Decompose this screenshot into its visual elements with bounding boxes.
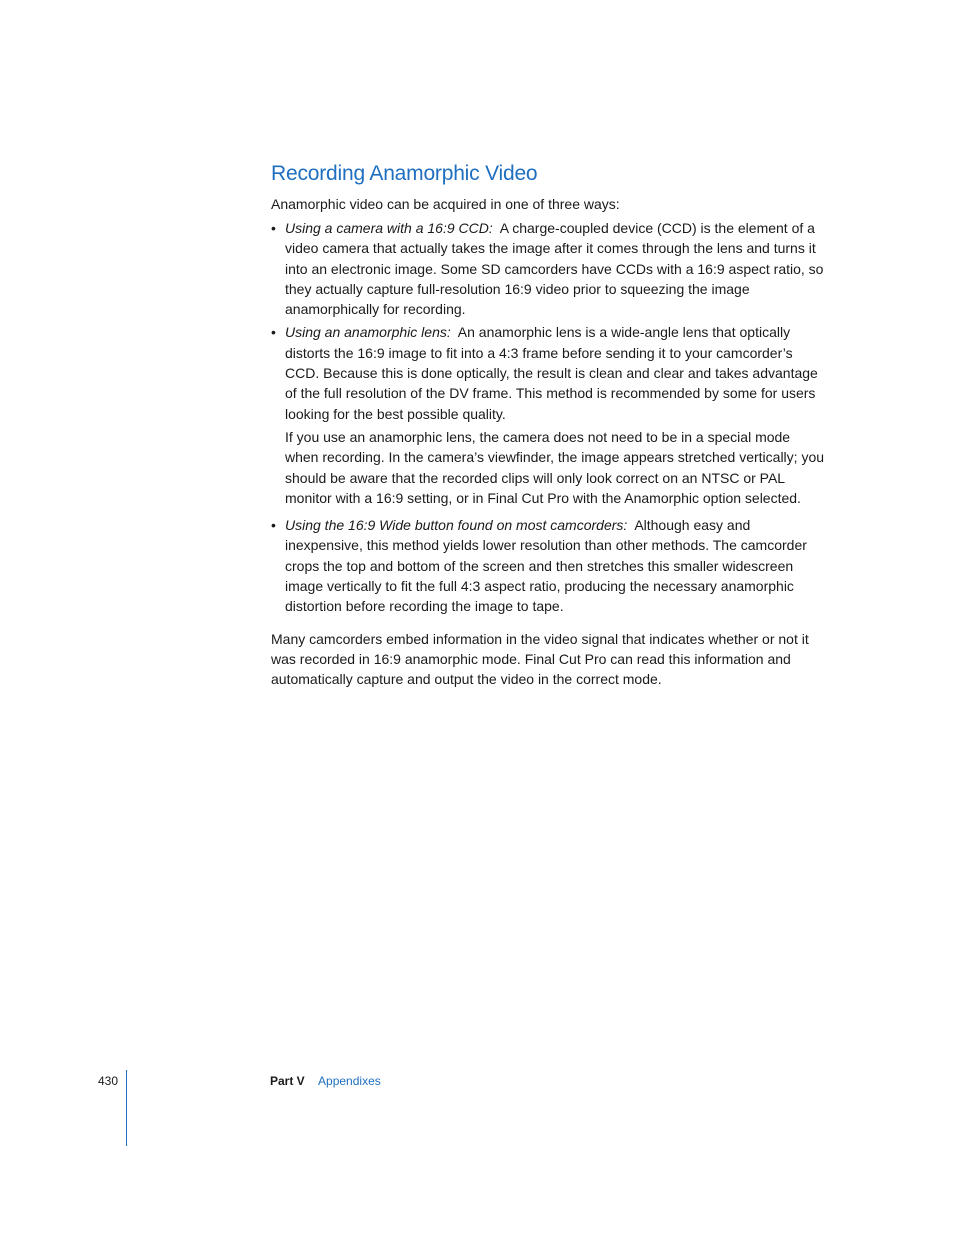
intro-paragraph: Anamorphic video can be acquired in one of three ways: <box>271 196 620 212</box>
footer-divider <box>126 1070 127 1146</box>
list-item <box>271 515 827 616</box>
section-heading: Recording Anamorphic Video <box>271 162 538 185</box>
method-list <box>271 218 827 617</box>
list-item-lead: Using the 16:9 Wide button found on most camcorders: <box>285 517 628 534</box>
list-item-lead: Using an anamorphic lens: <box>285 324 451 341</box>
list-item-text: A charge-coupled device (CCD) is the element of a video camera that actually takes the image after it comes through the lens and turns it into an electronic image. Some SD camcorders have CCDs with a 16:9 aspect ratio, so they actually capture full-resolution 16:9 video prior to squeezing the image anamorphically for recording. <box>285 220 824 318</box>
bullet-icon: • <box>271 517 276 534</box>
bullet-icon: • <box>271 324 276 341</box>
list-item <box>271 322 827 508</box>
list-item-text: An anamorphic lens is a wide-angle lens that optically distorts the 16:9 image to fit into a 4:3 frame before sending it to your camcorder’s CCD. Because this is done optically, the result is clean and clear and takes advantage of the full resolution of the DV frame. This method is recommended by some for users looking for the best possible quality. <box>285 324 818 422</box>
list-item-lead: Using a camera with a 16:9 CCD: <box>285 220 493 236</box>
closing-paragraph: Many camcorders embed information in the video signal that indicates whether or not it was recorded in 16:9 anamorphic mode. Final Cut Pro can read this information and automatically capture and output the video in the correct mode. <box>271 630 809 688</box>
footer-part-label: Part V <box>270 1074 305 1088</box>
bullet-icon: • <box>271 220 276 236</box>
list-item-text: Although easy and inexpensive, this method yields lower resolution than other methods. The camcorder crops the top and bottom of the screen and then stretches this smaller widescreen image vertically to fit the full 4:3 aspect ratio, producing the necessary anamorphic distortion before recording the image to tape. <box>285 517 807 615</box>
footer-breadcrumb <box>270 1073 381 1089</box>
page-content <box>271 160 827 690</box>
page-number: 430 <box>98 1074 119 1088</box>
list-item-subparagraph: If you use an anamorphic lens, the camera does not need to be in a special mode when recording. In the camera’s viewfinder, the image appears stretched vertically; you should be aware that the recorded clips will only look correct on an NTSC or PAL monitor with a 16:9 setting, or in Final Cut Pro with the Anamorphic option selected. <box>285 428 825 506</box>
list-item <box>271 218 827 319</box>
footer-section-label: Appendixes <box>318 1074 381 1088</box>
